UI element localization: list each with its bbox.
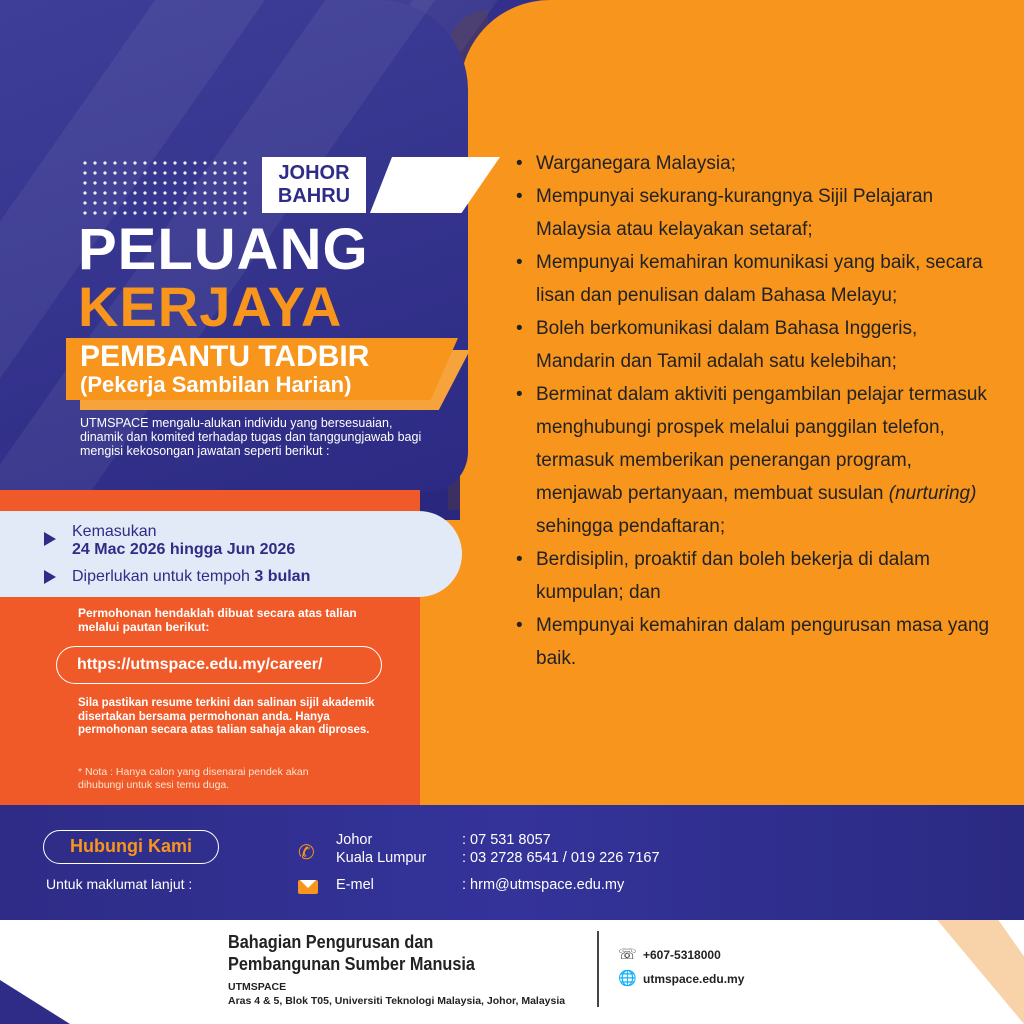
contact-subheading: Untuk maklumat lanjut : [46, 876, 193, 892]
requirement-item: • Mempunyai sekurang-kurangnya Sijil Pelajaran Malaysia atau kelayakan setaraf; [516, 180, 996, 246]
kl-label: Kuala Lumpur [336, 850, 427, 866]
org-name: UTMSPACE [228, 981, 287, 993]
requirement-item: • Berdisiplin, proaktif dan boleh bekerja di dalam kumpulan; dan [516, 543, 996, 609]
entry-value: 24 Mac 2026 hingga Jun 2026 [72, 541, 296, 558]
duration-prefix: Diperlukan untuk tempoh [72, 568, 250, 585]
dot-pattern [80, 158, 250, 216]
requirement-item [516, 378, 996, 543]
play-arrow-icon [44, 570, 56, 584]
email-value[interactable]: : hrm@utmspace.edu.my [462, 877, 625, 893]
requirement-text: Berminat dalam aktiviti pengambilan pelajar termasuk menghubungi prospek melalui panggilan telefon, termasuk memberikan penerangan program, menjawab pertanyaan, membuat susulan [536, 384, 987, 504]
location-badge [262, 157, 366, 213]
footer [0, 920, 1024, 1024]
requirement-italic: (nurturing) [888, 483, 977, 504]
footnote: * Nota : Hanya calon yang disenarai pendek akan dihubungi untuk sesi temu duga. [78, 766, 309, 791]
requirement-item: • Mempunyai kemahiran dalam pengurusan masa yang baik. [516, 609, 996, 675]
position-subtitle: (Pekerja Sambilan Harian) [80, 372, 352, 397]
department-line2: Pembangunan Sumber Manusia [228, 953, 475, 974]
requirement-item: • Warganegara Malaysia; [516, 147, 996, 180]
kl-phone: : 03 2728 6541 / 019 226 7167 [462, 850, 660, 866]
requirement-text: sehingga pendaftaran; [536, 516, 726, 537]
fax-phone-icon: ☏ [618, 946, 637, 963]
intro-text: UTMSPACE mengalu-alukan individu yang bersesuaian, dinamik dan komited terhadap tugas dan tanggungjawab bagi mengisi kekosongan jawatan seperti berikut : [80, 416, 422, 458]
play-arrow-icon [44, 532, 56, 546]
email-label: E-mel [336, 877, 374, 893]
footer-phone: +607-5318000 [643, 948, 721, 962]
title-line2: KERJAYA [78, 275, 343, 338]
requirement-item: • Boleh berkomunikasi dalam Bahasa Inggeris, Mandarin dan Tamil adalah satu kelebihan; [516, 312, 996, 378]
duration-value: 3 bulan [254, 568, 311, 585]
department-line1: Bahagian Pengurusan dan [228, 931, 434, 952]
entry-label: Kemasukan [72, 523, 157, 540]
johor-label: Johor [336, 832, 373, 848]
requirement-item: • Mempunyai kemahiran komunikasi yang baik, secara lisan dan penulisan dalam Bahasa Melayu; [516, 246, 996, 312]
requirements-list [516, 147, 996, 675]
career-url-link[interactable]: https://utmspace.edu.my/career/ [56, 646, 382, 684]
application-instruction: Permohonan hendaklah dibuat secara atas talian melalui pautan berikut: [78, 606, 357, 634]
footer-website[interactable]: utmspace.edu.my [643, 972, 745, 986]
phone-icon: ✆ [298, 842, 315, 864]
contact-heading: Hubungi Kami [43, 830, 219, 864]
mail-icon [298, 880, 318, 894]
location-line2: BAHRU [277, 185, 351, 207]
title-line1: PELUANG [78, 217, 369, 282]
johor-phone: : 07 531 8057 [462, 832, 551, 848]
position-title: PEMBANTU TADBIR [80, 340, 370, 373]
duration-text [72, 568, 310, 586]
footer-divider [597, 931, 599, 1007]
location-line1: JOHOR [278, 162, 350, 184]
resume-note: Sila pastikan resume terkini dan salinan sijil akademik disertakan bersama permohonan anda. Hanya permohonan secara atas talian sahaja akan diproses. [78, 697, 375, 736]
globe-icon: 🌐 [618, 970, 637, 987]
address: Aras 4 & 5, Blok T05, Universiti Teknologi Malaysia, Johor, Malaysia [228, 995, 566, 1007]
